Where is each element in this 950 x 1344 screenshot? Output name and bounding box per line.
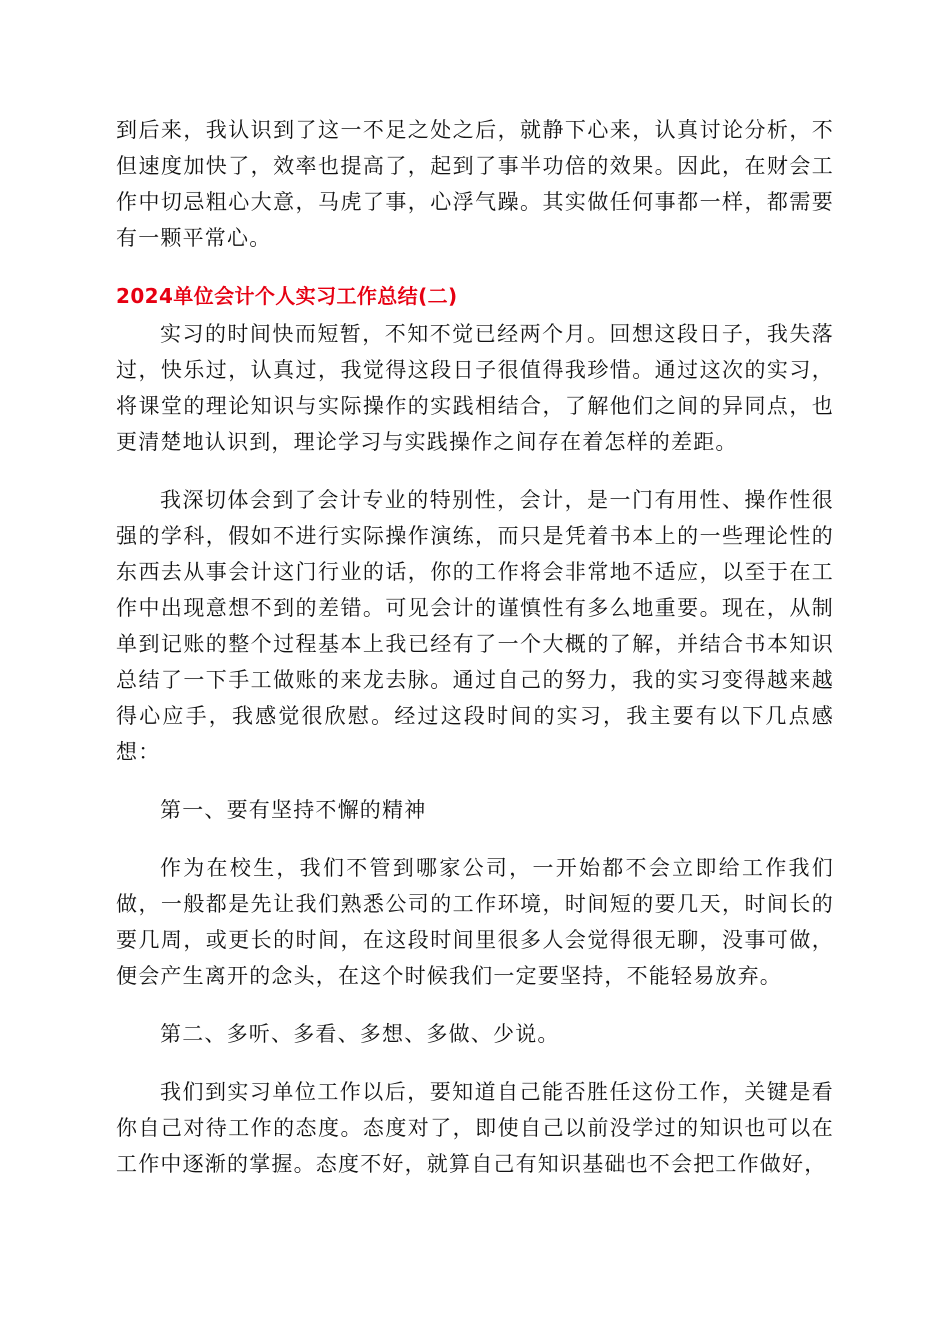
document-page [116,112,834,1182]
paragraph-3: 作为在校生，我们不管到哪家公司，一开始都不会立即给工作我们做，一般都是先让我们熟悉公司的工作环境，时间短的要几天，时间长的要几周，或更长的时间，在这段时间里很多人会觉得很无聊，没事可做，便会产生离开的念头，在这个时候我们一定要坚持，不能轻易放弃。 [116,856,834,988]
point-1-heading: 第一、要有坚持不懈的精神 [160,798,427,822]
paragraph-1: 实习的时间快而短暂，不知不觉已经两个月。回想这段日子，我失落过，快乐过，认真过，我觉得这段日子很值得我珍惜。通过这次的实习，将课堂的理论知识与实际操作的实践相结合，了解他们之间的异同点，也更清楚地认识到，理论学习与实践操作之间存在着怎样的差距。 [116,322,834,454]
intro-paragraph: 到后来，我认识到了这一不足之处之后，就静下心来，认真讨论分析，不但速度加快了，效率也提高了，起到了事半功倍的效果。因此，在财会工作中切忌粗心大意，马虎了事，心浮气躁。其实做任何事都一样，都需要有一颗平常心。 [116,118,834,250]
paragraph-2: 我深切体会到了会计专业的特别性，会计，是一门有用性、操作性很强的学科，假如不进行实际操作演练，而只是凭着书本上的一些理论性的东西去从事会计这门行业的话，你的工作将会非常地不适应，以至于在工作中出现意想不到的差错。可见会计的谨慎性有多么地重要。现在，从制单到记账的整个过程基本上我已经有了一个大概的了解，并结合书本知识总结了一下手工做账的来龙去脉。通过自己的努力，我的实习变得越来越得心应手，我感觉很欣慰。经过这段时间的实习，我主要有以下几点感想： [116,488,834,764]
paragraph-4: 我们到实习单位工作以后，要知道自己能否胜任这份工作，关键是看你自己对待工作的态度。态度对了，即使自己以前没学过的知识也可以在工作中逐渐的掌握。态度不好，就算自己有知识基础也不会把工作做好， [116,1080,834,1176]
section-title: 2024单位会计个人实习工作总结(二) [116,284,458,308]
point-2-heading: 第二、多听、多看、多想、多做、少说。 [160,1022,560,1046]
